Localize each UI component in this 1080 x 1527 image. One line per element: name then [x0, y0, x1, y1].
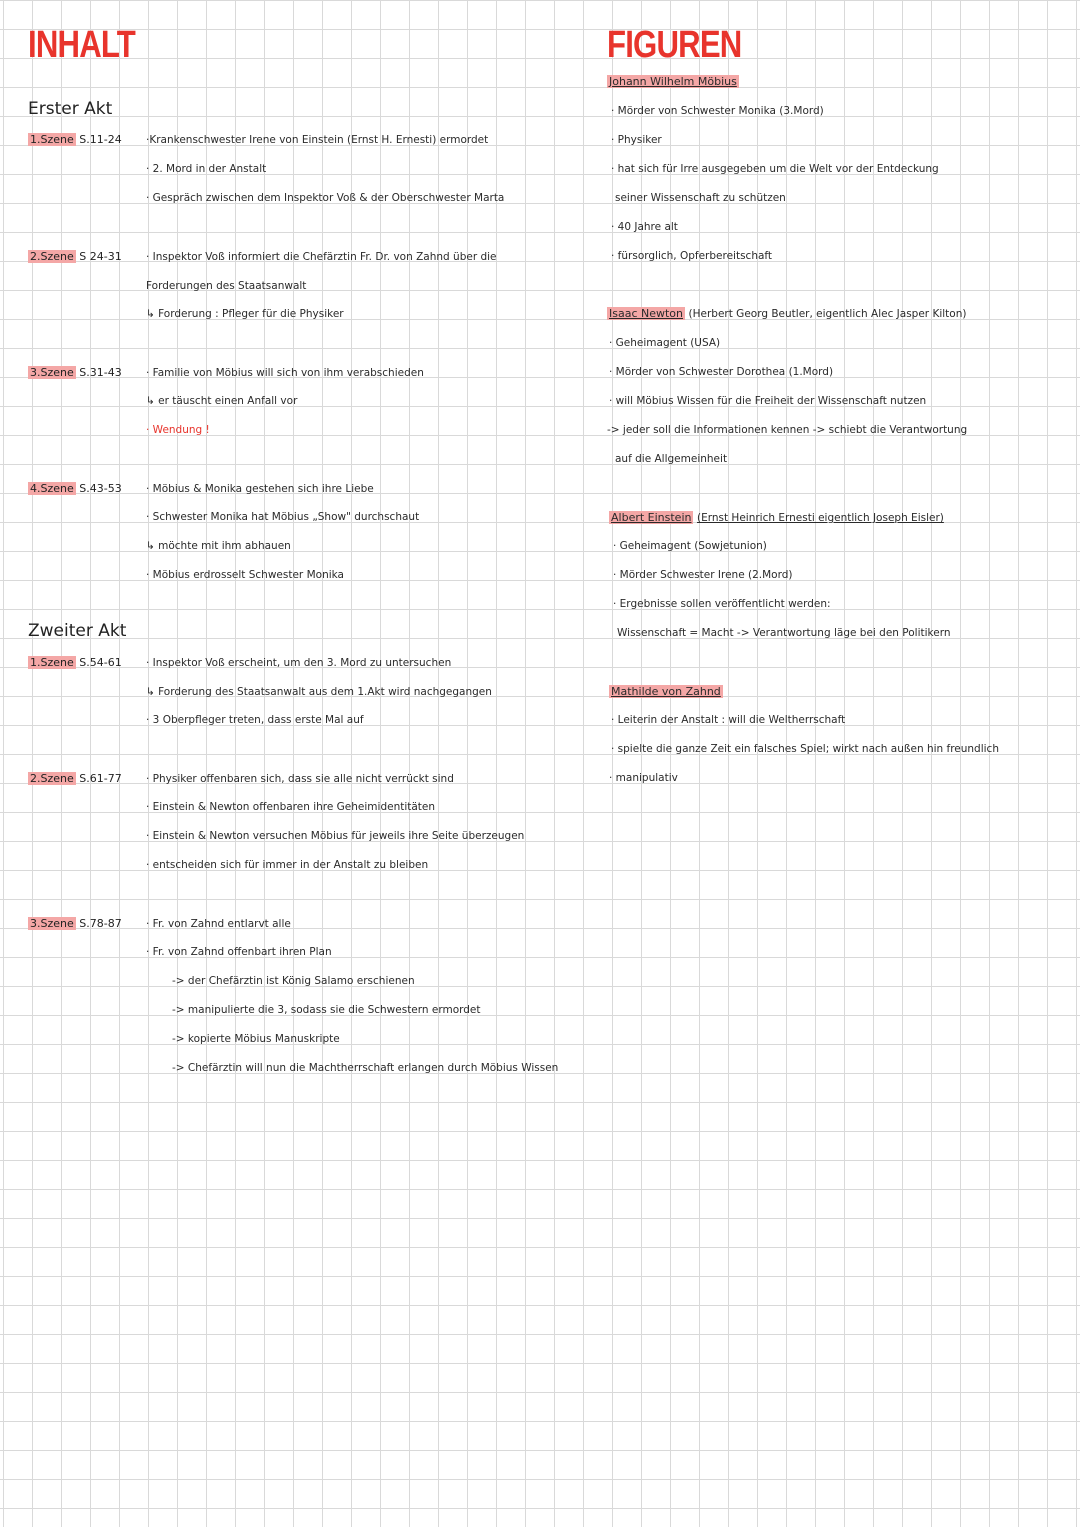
scene-line: · Inspektor Voß informiert die Chefärztin Fr. Dr. von Zahnd über die — [146, 251, 497, 263]
scene-label — [28, 917, 122, 930]
character-name — [609, 511, 944, 524]
scene-line: · 2. Mord in der Anstalt — [146, 163, 267, 175]
character-name-text: Johann Wilhelm Möbius — [609, 75, 737, 88]
scene-line-highlight: · Wendung ! — [146, 424, 210, 436]
scene-pages: S.43-53 — [79, 482, 122, 495]
scene-number: 2.Szene — [30, 250, 74, 263]
character-name-text: Albert Einstein — [611, 511, 692, 524]
scene-line: ↳ Forderung des Staatsanwalt aus dem 1.Akt wird nachgegangen — [146, 686, 492, 698]
scene-number: 1.Szene — [30, 656, 74, 669]
scene-line: · Möbius erdrosselt Schwester Monika — [146, 569, 344, 581]
scene-line: · Einstein & Newton versuchen Möbius für jeweils ihre Seite überzeugen — [146, 830, 525, 842]
scene-pages: S.61-77 — [79, 772, 122, 785]
scene-label — [28, 133, 122, 146]
character-line: · 40 Jahre alt — [611, 221, 678, 233]
scene-line: -> kopierte Möbius Manuskripte — [172, 1033, 340, 1045]
scene-pages: S.54-61 — [79, 656, 122, 669]
character-line: -> jeder soll die Informationen kennen -> schiebt die Verantwortung — [607, 424, 968, 436]
scene-line: ↳ er täuscht einen Anfall vor — [146, 395, 298, 407]
scene-number: 3.Szene — [30, 917, 74, 930]
inhalt-title: INHALT — [28, 24, 136, 66]
character-name-text: Isaac Newton — [609, 307, 684, 320]
character-alias: (Ernst Heinrich Ernesti eigentlich Joseph Eisler) — [696, 512, 944, 524]
character-line: · will Möbius Wissen für die Freiheit der Wissenschaft nutzen — [609, 395, 927, 407]
character-line: · Mörder Schwester Irene (2.Mord) — [613, 569, 793, 581]
scene-line: · Inspektor Voß erscheint, um den 3. Mord zu untersuchen — [146, 657, 452, 669]
scene-line: -> Chefärztin will nun die Machtherrschaft erlangen durch Möbius Wissen — [172, 1062, 559, 1074]
scene-number: 3.Szene — [30, 366, 74, 379]
character-line: · Ergebnisse sollen veröffentlicht werden: — [613, 598, 831, 610]
act-1-title: Erster Akt — [28, 99, 113, 119]
character-line: · Mörder von Schwester Dorothea (1.Mord) — [609, 366, 834, 378]
scene-label — [28, 250, 122, 263]
scene-number: 1.Szene — [30, 133, 74, 146]
character-line: · Leiterin der Anstalt : will die Weltherrschaft — [611, 714, 846, 726]
character-line: · fürsorglich, Opferbereitschaft — [611, 250, 773, 262]
character-alias: (Herbert Georg Beutler, eigentlich Alec Jasper Kilton) — [688, 308, 967, 320]
scene-label — [28, 772, 122, 785]
character-line: · Geheimagent (Sowjetunion) — [613, 540, 767, 552]
character-line: · Geheimagent (USA) — [609, 337, 721, 349]
scene-line: · Möbius & Monika gestehen sich ihre Liebe — [146, 483, 374, 495]
character-line: · Mörder von Schwester Monika (3.Mord) — [611, 105, 824, 117]
scene-number: 2.Szene — [30, 772, 74, 785]
character-name — [607, 75, 739, 88]
scene-line: · Gespräch zwischen dem Inspektor Voß & der Oberschwester Marta — [146, 192, 505, 204]
character-name — [607, 307, 966, 320]
character-line: · hat sich für Irre ausgegeben um die Welt vor der Entdeckung — [611, 163, 939, 175]
character-line: · Physiker — [611, 134, 662, 146]
scene-line: -> der Chefärztin ist König Salamo erschienen — [172, 975, 415, 987]
scene-line: ↳ möchte mit ihm abhauen — [146, 540, 291, 552]
scene-label — [28, 656, 122, 669]
character-line: auf die Allgemeinheit — [615, 453, 728, 465]
character-name-text: Mathilde von Zahnd — [611, 685, 721, 698]
scene-line: · Einstein & Newton offenbaren ihre Geheimidentitäten — [146, 801, 436, 813]
scene-line: · 3 Oberpfleger treten, dass erste Mal auf — [146, 714, 364, 726]
scene-line: · Fr. von Zahnd offenbart ihren Plan — [146, 946, 332, 958]
scene-line: · Physiker offenbaren sich, dass sie alle nicht verrückt sind — [146, 773, 454, 785]
character-line: seiner Wissenschaft zu schützen — [615, 192, 786, 204]
scene-pages: S.31-43 — [79, 366, 122, 379]
scene-pages: S.78-87 — [79, 917, 122, 930]
character-line: · spielte die ganze Zeit ein falsches Spiel; wirkt nach außen hin freundlich — [611, 743, 999, 755]
scene-pages: S 24-31 — [79, 250, 122, 263]
character-name — [609, 685, 723, 698]
scene-label — [28, 366, 122, 379]
character-line: Wissenschaft = Macht -> Verantwortung läge bei den Politikern — [617, 627, 951, 639]
scene-line: · Familie von Möbius will sich von ihm verabschieden — [146, 367, 424, 379]
scene-line: ↳ Forderung : Pfleger für die Physiker — [146, 308, 344, 320]
scene-line: · entscheiden sich für immer in der Anstalt zu bleiben — [146, 859, 429, 871]
scene-pages: S.11-24 — [79, 133, 122, 146]
scene-line: -> manipulierte die 3, sodass sie die Schwestern ermordet — [172, 1004, 481, 1016]
scene-label — [28, 482, 122, 495]
act-2-title: Zweiter Akt — [28, 621, 127, 641]
scene-line: Forderungen des Staatsanwalt — [146, 280, 307, 292]
scene-line: · Schwester Monika hat Möbius „Show" durchschaut — [146, 511, 420, 523]
character-line: · manipulativ — [609, 772, 678, 784]
scene-line: · Fr. von Zahnd entlarvt alle — [146, 918, 291, 930]
figuren-title: FIGUREN — [607, 24, 742, 66]
scene-line: ·Krankenschwester Irene von Einstein (Ernst H. Ernesti) ermordet — [146, 134, 489, 146]
scene-number: 4.Szene — [30, 482, 74, 495]
